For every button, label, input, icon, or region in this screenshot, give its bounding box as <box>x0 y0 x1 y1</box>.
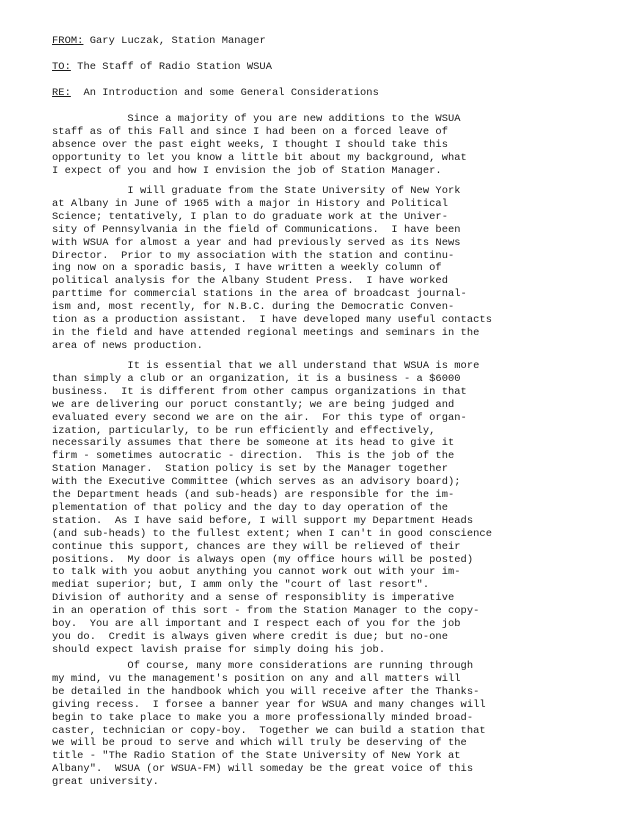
memo-line: Of course, many more considerations are running through <box>52 660 474 672</box>
memo-line: than simply a club or an organization, it is a business - a $6000 <box>52 372 461 385</box>
memo-line: staff as of this Fall and since I had been on a forced leave of <box>52 125 448 138</box>
memo-line: absence over the past eight weeks, I thought I should take this <box>52 138 448 151</box>
memo-line: we are delivering our poruct constantly; we are being judged and <box>52 398 455 411</box>
memo-line: plementation of that policy and the day to day operation of the <box>52 501 448 514</box>
memo-line: in the field and have attended regional meetings and seminars in the <box>52 326 480 339</box>
memo-line: political analysis for the Albany Student Press. I have worked <box>52 275 448 288</box>
memo-line: ism and, most recently, for N.B.C. during the Democratic Conven- <box>52 301 455 314</box>
re-value: An Introduction and some General Considerations <box>83 87 379 99</box>
memo-line: parttime for commercial stations in the area of broadcast journal- <box>52 288 467 301</box>
memo-line: to talk with you aobut anything you cannot work out with your im- <box>52 566 461 579</box>
memo-line: I expect of you and how I envision the job of Station Manager. <box>52 164 442 177</box>
memo-line: I will graduate from the State University of New York <box>52 185 461 197</box>
memo-line: opportunity to let you know a little bit about my background, what <box>52 151 467 164</box>
memo-line: Since a majority of you are new additions to the WSUA <box>52 113 461 125</box>
memo-line: boy. You are all important and I respect each of you for the job <box>52 618 461 630</box>
memo-line: Albany". WSUA (or WSUA-FM) will someday be the great voice of this <box>52 763 474 776</box>
memo-line: Science; tentatively, I plan to do graduate work at the Univer- <box>52 210 448 223</box>
memo-line: Director. Prior to my association with the station and continu- <box>52 249 455 262</box>
memo-from-line <box>52 35 266 48</box>
re-label: RE: <box>52 87 71 99</box>
memo-line: sity of Pennsylvania in the field of Communications. I have been <box>52 223 461 236</box>
to-label: TO: <box>52 61 71 73</box>
memo-line: my mind, vu the management's position on any and all matters will <box>52 672 461 685</box>
memo-line: great university. <box>52 776 159 789</box>
memo-line: with the Executive Committee (which serves as an advisory board); <box>52 476 461 489</box>
memo-line: Division of authority and a sense of responsiblity is imperative <box>52 592 455 605</box>
memo-line: title - "The Radio Station of the State University of New York at <box>52 750 461 763</box>
memo-line: be detailed in the handbook which you will receive after the Thanks- <box>52 685 480 698</box>
memo-line: tion as a production assistant. I have developed many useful contacts <box>52 314 492 326</box>
memo-line: you do. Credit is always given where credit is due; but no-one <box>52 630 448 643</box>
memo-line: caster, technician or copy-boy. Together we can build a station that <box>52 724 486 737</box>
memo-re-line <box>52 87 379 100</box>
memo-line: Station Manager. Station policy is set by the Manager together <box>52 463 448 476</box>
memo-line: giving recess. I forsee a banner year for WSUA and many changes will <box>52 698 486 711</box>
memo-to-line <box>52 61 272 74</box>
memo-line: (and sub-heads) to the fullest extent; when I can't in good conscience <box>52 527 492 540</box>
memo-line: mediat superior; but, I amm only the "court of last resort". <box>52 579 430 592</box>
memo-line: positions. My door is always open (my office hours will be posted) <box>52 553 474 566</box>
memo-line: It is essential that we all understand that WSUA is more <box>52 360 480 372</box>
memo-line: station. As I have said before, I will support my Department Heads <box>52 514 474 527</box>
memo-line: evaluated every second we are on the air. For this type of organ- <box>52 411 467 424</box>
memo-line: continue this support, chances are they will be relieved of their <box>52 540 461 553</box>
memo-line: necessarily assumes that there be someone at its head to give it <box>52 437 455 450</box>
from-label: FROM: <box>52 35 84 47</box>
memo-line: with WSUA for almost a year and had previously served as its News <box>52 236 461 249</box>
memo-line: the Department heads (and sub-heads) are responsible for the im- <box>52 489 455 501</box>
memo-line: at Albany in June of 1965 with a major in History and Political <box>52 197 448 210</box>
to-value: The Staff of Radio Station WSUA <box>77 61 273 73</box>
memo-line: area of news production. <box>52 339 203 352</box>
memo-line: begin to take place to make you a more professionally minded broad- <box>52 711 474 724</box>
memo-line: in an operation of this sort - from the Station Manager to the copy- <box>52 605 480 618</box>
memo-line: firm - sometimes autocratic - direction. This is the job of the <box>52 450 455 463</box>
from-value: Gary Luczak, Station Manager <box>89 35 266 47</box>
memo-line: ing now on a sporadic basis, I have written a weekly column of <box>52 262 442 275</box>
memo-line: we will be proud to serve and which will truly be deserving of the <box>52 737 467 750</box>
memo-line: ization, particularly, to be run efficiently and effectively, <box>52 424 436 437</box>
memo-line: should expect lavish praise for simply doing his job. <box>52 643 386 656</box>
memo-line: business. It is different from other campus organizations in that <box>52 385 467 398</box>
